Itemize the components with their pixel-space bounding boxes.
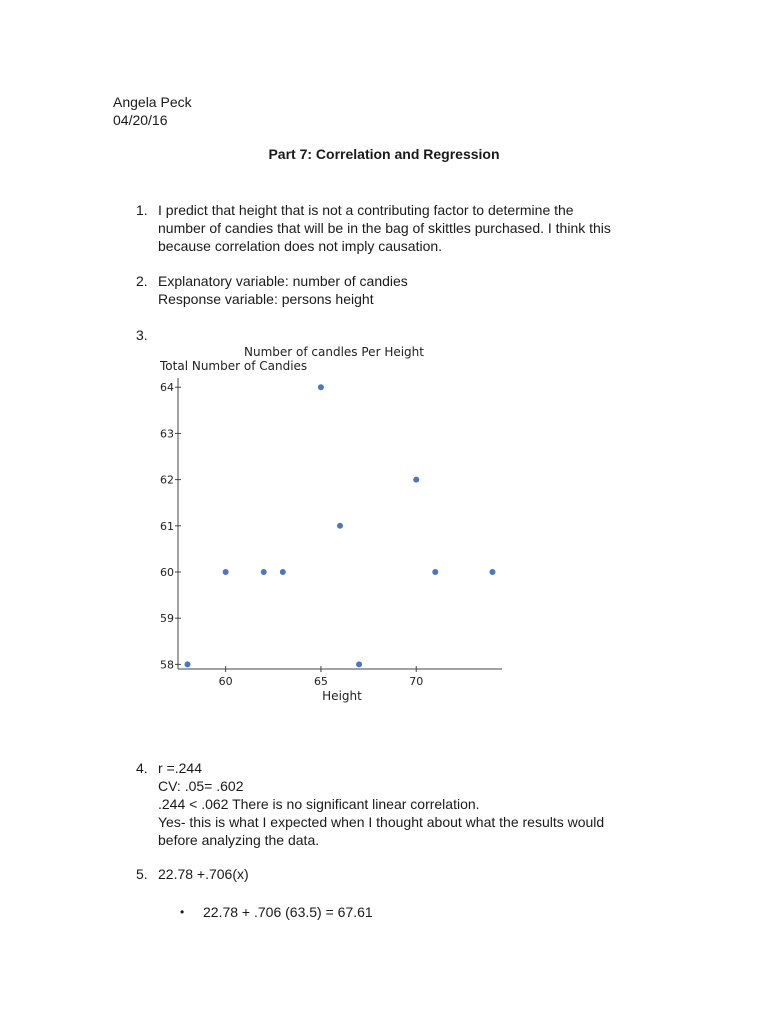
author-name: Angela Peck xyxy=(113,94,192,110)
y-tick-label: 58 xyxy=(160,658,174,672)
data-point xyxy=(337,523,343,529)
bullet-text: 22.78 + .706 (63.5) = 67.61 xyxy=(203,904,373,920)
item-number: 2. xyxy=(136,273,148,289)
item-number: 1. xyxy=(136,202,148,218)
data-point xyxy=(489,569,495,575)
list-item xyxy=(158,759,658,849)
x-tick-label: 65 xyxy=(313,675,328,688)
data-point xyxy=(280,569,286,575)
item-line: 22.78 +.706(x) xyxy=(158,866,249,882)
item-number: 5. xyxy=(136,866,148,882)
item-line: I predict that height that is not a contributing factor to determine the xyxy=(158,202,574,218)
item-number: 3. xyxy=(136,327,148,343)
item-line: Response variable: persons height xyxy=(158,291,374,307)
chart-title: Number of candles Per Height xyxy=(244,345,424,359)
data-point xyxy=(223,569,229,575)
bullet-icon: • xyxy=(180,905,185,919)
item-line: .244 < .062 There is no significant linear correlation. xyxy=(158,796,480,812)
data-point xyxy=(413,477,419,483)
y-tick-label: 64 xyxy=(160,381,174,395)
item-line: Yes- this is what I expected when I thought about what the results would xyxy=(158,814,605,830)
data-point xyxy=(356,661,362,667)
item-line: because correlation does not imply causation. xyxy=(158,238,443,254)
page-title: Part 7: Correlation and Regression xyxy=(268,146,500,162)
y-tick-label: 63 xyxy=(160,427,174,441)
y-tick-label: 60 xyxy=(160,566,174,579)
item-line: before analyzing the data. xyxy=(158,832,320,848)
y-tick-label: 59 xyxy=(160,612,174,626)
document-date: 04/20/16 xyxy=(113,112,168,128)
data-point xyxy=(261,569,267,575)
y-tick-label: 61 xyxy=(160,519,174,533)
x-axis-label: Height xyxy=(322,689,362,703)
item-line: r =.244 xyxy=(158,760,202,776)
data-point xyxy=(185,661,191,667)
item-line: CV: .05= .602 xyxy=(158,778,244,794)
item-line: Explanatory variable: number of candies xyxy=(158,273,408,289)
y-axis-label: Total Number of Candies xyxy=(160,359,308,373)
y-tick-label: 62 xyxy=(160,473,174,487)
item-line: number of candies that will be in the bag of skittles purchased. I think this xyxy=(158,220,611,236)
data-point xyxy=(318,384,324,390)
item-number: 4. xyxy=(136,760,148,776)
x-tick-label: 60 xyxy=(218,675,233,688)
list-item xyxy=(158,865,658,883)
x-tick-label: 70 xyxy=(409,675,424,688)
data-point xyxy=(432,569,438,575)
